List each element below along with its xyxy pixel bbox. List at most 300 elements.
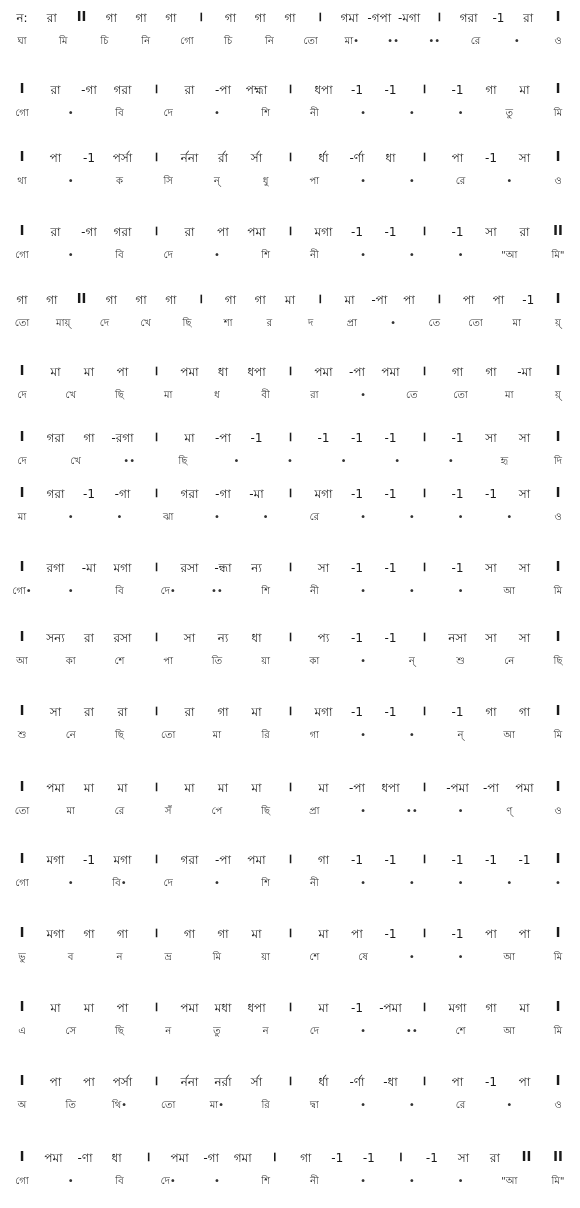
lyric-line bbox=[0, 1022, 580, 1042]
swara-token: সা bbox=[518, 151, 531, 165]
swara-token: ধপা bbox=[247, 365, 266, 379]
lyric-syllable: • bbox=[457, 512, 464, 523]
swaralipi-line bbox=[0, 362, 580, 382]
lyric-syllable: মি bbox=[553, 730, 563, 741]
swara-token: মগা bbox=[314, 225, 333, 239]
lyric-syllable: তো bbox=[160, 1100, 176, 1111]
lyric-syllable: আ bbox=[503, 586, 516, 597]
swara-token: -মা bbox=[81, 561, 97, 575]
swara-token: -গা bbox=[114, 487, 131, 501]
swara-token: মা bbox=[83, 365, 95, 379]
swara-token: গা bbox=[183, 927, 196, 941]
swara-token: । bbox=[421, 82, 427, 97]
lyric-syllable: • bbox=[360, 1026, 367, 1037]
lyric-syllable: গা bbox=[309, 730, 320, 741]
lyric-syllable: র bbox=[266, 318, 273, 329]
lyric-syllable: • bbox=[513, 36, 520, 47]
lyric-line bbox=[0, 726, 580, 746]
lyric-line bbox=[0, 582, 580, 602]
swara-token: -1 bbox=[83, 151, 95, 165]
notation-block bbox=[0, 850, 580, 898]
swara-token: II bbox=[76, 292, 87, 307]
lyric-syllable: রে bbox=[114, 806, 125, 817]
swara-token: গরা bbox=[46, 431, 65, 445]
swara-token: -ন্ধা bbox=[214, 561, 232, 575]
lyric-syllable: • bbox=[457, 952, 464, 963]
swara-token: -1 bbox=[451, 225, 464, 239]
lyric-syllable: সি bbox=[163, 176, 173, 187]
swara-token: । bbox=[287, 630, 293, 645]
lyric-syllable: • bbox=[360, 512, 367, 523]
swara-token: ধপা bbox=[314, 83, 333, 97]
swara-token: -পা bbox=[371, 293, 388, 307]
swara-token: পমা bbox=[247, 225, 266, 239]
swara-token: সা bbox=[183, 631, 196, 645]
lyric-syllable: ও bbox=[554, 36, 562, 47]
swara-token: । bbox=[287, 780, 293, 795]
swara-token: । bbox=[421, 630, 427, 645]
lyric-syllable: •• bbox=[211, 586, 223, 597]
swara-token: I bbox=[555, 430, 561, 445]
swara-token: মা bbox=[344, 293, 355, 307]
lyric-syllable: তে bbox=[406, 390, 418, 401]
swaralipi-line bbox=[0, 628, 580, 648]
lyric-syllable: • bbox=[506, 512, 513, 523]
swara-token: -র্ণা bbox=[349, 1075, 365, 1089]
swara-token: -ণা bbox=[77, 1151, 93, 1165]
swara-token: -1 bbox=[351, 431, 363, 445]
swara-token: । bbox=[271, 1150, 277, 1165]
swara-token: I bbox=[19, 364, 25, 379]
lyric-syllable: তো bbox=[14, 806, 30, 817]
swara-token: । bbox=[421, 1000, 427, 1015]
swara-token: । bbox=[436, 10, 442, 25]
lyric-syllable: তো bbox=[453, 390, 468, 401]
swara-token: রসা bbox=[113, 631, 132, 645]
swara-token: পমা bbox=[515, 781, 534, 795]
swara-token: । bbox=[436, 292, 442, 307]
swara-token: I bbox=[555, 926, 561, 941]
swara-token: I bbox=[19, 486, 25, 501]
lyric-syllable: ছি bbox=[114, 390, 124, 401]
swara-token: রা bbox=[523, 11, 534, 25]
swara-token: মা bbox=[251, 781, 262, 795]
lyric-syllable: • bbox=[213, 250, 220, 261]
swaralipi-line bbox=[0, 778, 580, 798]
lyric-syllable: দে bbox=[17, 390, 27, 401]
swaralipi-line bbox=[0, 998, 580, 1018]
swara-token: মা bbox=[50, 1001, 61, 1015]
swara-token: গা bbox=[485, 1001, 497, 1015]
swara-token: । bbox=[153, 430, 159, 445]
lyric-syllable: মা bbox=[17, 512, 27, 523]
lyric-syllable: •• bbox=[405, 806, 418, 817]
swaralipi-line bbox=[0, 290, 580, 310]
swara-token: গা bbox=[518, 705, 531, 719]
lyric-syllable: "আ bbox=[501, 250, 518, 261]
swara-token: গা bbox=[254, 293, 266, 307]
swara-token: । bbox=[287, 224, 293, 239]
lyric-syllable: য়্ bbox=[555, 390, 561, 401]
swara-token: I bbox=[19, 630, 25, 645]
swara-token: গা bbox=[224, 11, 237, 25]
lyric-syllable: মা bbox=[212, 730, 222, 741]
swara-token: । bbox=[153, 704, 159, 719]
swaralipi-line bbox=[0, 222, 580, 242]
swara-token: । bbox=[153, 224, 159, 239]
lyric-syllable: গো bbox=[15, 1176, 29, 1187]
swara-token: গরা bbox=[459, 11, 478, 25]
lyric-syllable: ভ্র bbox=[164, 952, 172, 963]
lyric-syllable: • bbox=[506, 176, 513, 187]
lyric-syllable: মা bbox=[163, 390, 173, 401]
swara-token: -পা bbox=[215, 83, 231, 97]
swara-token: -1 bbox=[351, 487, 363, 501]
lyric-syllable: ন্ bbox=[457, 730, 464, 741]
swara-token: । bbox=[287, 430, 293, 445]
lyric-syllable: শি bbox=[261, 1176, 271, 1187]
lyric-line bbox=[0, 452, 580, 472]
lyric-syllable: • bbox=[67, 878, 74, 889]
swara-token: । bbox=[287, 486, 293, 501]
lyric-syllable: য়া bbox=[261, 656, 271, 667]
swara-token: I bbox=[555, 10, 561, 25]
swara-token: রগা bbox=[46, 561, 65, 575]
lyric-syllable: গো• bbox=[12, 586, 32, 597]
lyric-syllable: ষে bbox=[358, 952, 368, 963]
swara-token: গা bbox=[46, 293, 58, 307]
swara-token: রা bbox=[117, 705, 128, 719]
lyric-syllable: মি bbox=[553, 952, 563, 963]
lyric-syllable: নে bbox=[65, 730, 76, 741]
swara-token: গা bbox=[16, 293, 28, 307]
lyric-syllable: ঝা bbox=[162, 512, 174, 523]
swara-token: I bbox=[19, 224, 25, 239]
lyric-syllable: • bbox=[262, 512, 269, 523]
swara-token: । bbox=[287, 926, 293, 941]
swara-token: পা bbox=[485, 927, 497, 941]
lyric-line bbox=[0, 246, 580, 266]
lyric-syllable: • bbox=[457, 250, 464, 261]
lyric-syllable: শু bbox=[17, 730, 27, 741]
swara-token: । bbox=[287, 150, 293, 165]
swara-token: র্ননা bbox=[180, 1075, 199, 1089]
swara-token: -1 bbox=[317, 431, 330, 445]
notation-block bbox=[0, 8, 580, 56]
swara-token: -পমা bbox=[379, 1001, 402, 1015]
lyric-syllable: আ bbox=[503, 730, 516, 741]
swaralipi-line bbox=[0, 484, 580, 504]
swara-token: রা bbox=[83, 705, 95, 719]
lyric-syllable: মি bbox=[59, 36, 68, 47]
lyric-syllable: বি bbox=[115, 586, 124, 597]
swara-token: মা bbox=[50, 365, 61, 379]
swara-token: -1 bbox=[384, 927, 397, 941]
lyric-syllable: গো bbox=[180, 36, 194, 47]
lyric-syllable: য়া bbox=[261, 952, 271, 963]
swara-token: । bbox=[421, 486, 427, 501]
swara-token: পা bbox=[492, 293, 505, 307]
lyric-syllable: শি bbox=[261, 878, 271, 889]
lyric-syllable: তো bbox=[160, 730, 176, 741]
swara-token: পা bbox=[351, 927, 363, 941]
swara-token: পা bbox=[403, 293, 415, 307]
lyric-syllable: শি bbox=[261, 586, 271, 597]
lyric-syllable: মি" bbox=[551, 1176, 565, 1187]
swara-token: গা bbox=[451, 365, 464, 379]
swara-token: পমা bbox=[44, 1151, 63, 1165]
swara-token: I bbox=[19, 430, 25, 445]
swara-token: গা bbox=[165, 293, 177, 307]
swara-token: । bbox=[421, 560, 427, 575]
lyric-syllable: শে bbox=[114, 656, 125, 667]
lyric-syllable: দি bbox=[553, 456, 563, 467]
swara-token: । bbox=[421, 926, 427, 941]
lyric-syllable: তি bbox=[65, 1100, 76, 1111]
lyric-syllable: মায়্ bbox=[56, 318, 71, 329]
swara-token: পমা bbox=[170, 1151, 189, 1165]
lyric-syllable: •• bbox=[387, 36, 399, 47]
swara-token: I bbox=[19, 1074, 25, 1089]
swara-token: -1 bbox=[451, 705, 464, 719]
swara-token: -মা bbox=[517, 365, 532, 379]
swara-token: ন্য bbox=[251, 561, 262, 575]
swara-token: -1 bbox=[351, 83, 363, 97]
lyric-syllable: চি bbox=[224, 36, 233, 47]
lyric-syllable: ন bbox=[116, 952, 123, 963]
swara-token: মা bbox=[318, 927, 329, 941]
swara-token: পহ্মা bbox=[245, 83, 268, 97]
lyric-syllable: তো bbox=[303, 36, 318, 47]
lyric-syllable: খে bbox=[65, 390, 77, 401]
swara-token: গরা bbox=[113, 225, 132, 239]
notation-block bbox=[0, 148, 580, 196]
swara-token: মা bbox=[519, 83, 530, 97]
lyric-syllable: • bbox=[233, 456, 240, 467]
swara-token: -গা bbox=[81, 225, 97, 239]
swara-token: গরা bbox=[46, 487, 65, 501]
swara-token: -1 bbox=[425, 1151, 438, 1165]
swara-token: -1 bbox=[451, 431, 464, 445]
swara-token: । bbox=[421, 430, 427, 445]
lyric-line bbox=[0, 652, 580, 672]
swara-token: গরা bbox=[113, 83, 132, 97]
lyric-syllable: সে bbox=[65, 1026, 77, 1037]
swara-token: সা bbox=[485, 561, 497, 575]
notation-block bbox=[0, 998, 580, 1046]
lyric-syllable: ব bbox=[67, 952, 74, 963]
lyric-syllable: কা bbox=[65, 656, 76, 667]
swara-token: পমা bbox=[314, 365, 333, 379]
lyric-syllable: মা bbox=[66, 806, 75, 817]
lyric-syllable: ও bbox=[554, 1100, 562, 1111]
swara-token: গমা bbox=[340, 11, 359, 25]
swara-token: রা bbox=[519, 225, 530, 239]
swara-token: I bbox=[555, 292, 561, 307]
swara-token: -1 bbox=[351, 853, 363, 867]
lyric-syllable: নে bbox=[504, 656, 515, 667]
swara-token: ধা bbox=[111, 1151, 122, 1165]
swara-token: মগা bbox=[113, 561, 132, 575]
lyric-syllable: • bbox=[213, 1176, 220, 1187]
lyric-syllable: রে bbox=[455, 1100, 466, 1111]
lyric-syllable: • bbox=[360, 108, 367, 119]
lyric-syllable: মি bbox=[553, 586, 563, 597]
lyric-syllable: ন bbox=[165, 1026, 172, 1037]
lyric-syllable: দে bbox=[163, 250, 173, 261]
swara-token: -1 bbox=[451, 561, 464, 575]
lyric-syllable: • bbox=[408, 1176, 415, 1187]
swara-token: মগা bbox=[46, 927, 65, 941]
swara-token: সা bbox=[485, 225, 497, 239]
swara-token: । bbox=[153, 486, 159, 501]
swara-token: I bbox=[555, 1000, 561, 1015]
lyric-syllable: ণ্ bbox=[506, 806, 513, 817]
swara-token: -1 bbox=[384, 631, 397, 645]
lyric-syllable: থা bbox=[17, 176, 27, 187]
lyric-syllable: শু bbox=[456, 656, 465, 667]
notation-block bbox=[0, 362, 580, 410]
swara-token: । bbox=[153, 82, 159, 97]
swara-token: । bbox=[421, 150, 427, 165]
swara-token: প্য bbox=[317, 631, 330, 645]
lyric-syllable: দে bbox=[17, 456, 27, 467]
lyric-syllable: নী bbox=[309, 1176, 319, 1187]
swara-token: সা bbox=[49, 705, 62, 719]
lyric-syllable: • bbox=[408, 586, 415, 597]
swara-token: ধা bbox=[217, 365, 229, 379]
swara-token: । bbox=[153, 150, 159, 165]
lyric-syllable: •• bbox=[428, 36, 441, 47]
swara-token: গা bbox=[83, 927, 95, 941]
swara-token: I bbox=[555, 560, 561, 575]
lyric-syllable: • bbox=[390, 318, 397, 329]
swara-token: মা bbox=[184, 431, 195, 445]
swara-token: -গা bbox=[203, 1151, 220, 1165]
notation-block bbox=[0, 778, 580, 826]
swara-token: মা bbox=[83, 781, 95, 795]
lyric-syllable: গো bbox=[15, 108, 29, 119]
swara-token: মধা bbox=[214, 1001, 232, 1015]
swara-token: গরা bbox=[180, 487, 199, 501]
lyric-syllable: রি bbox=[261, 1100, 270, 1111]
lyric-syllable: • bbox=[360, 656, 367, 667]
swara-token: II bbox=[521, 1150, 532, 1165]
swara-token: পা bbox=[116, 365, 129, 379]
swaralipi-line bbox=[0, 1072, 580, 1092]
swara-token: -পা bbox=[483, 781, 499, 795]
swara-token: -1 bbox=[384, 431, 397, 445]
swara-token: -1 bbox=[485, 853, 497, 867]
lyric-syllable: বি• bbox=[112, 878, 127, 889]
swara-token: -1 bbox=[351, 631, 363, 645]
swara-token: । bbox=[287, 852, 293, 867]
swara-token: । bbox=[198, 292, 204, 307]
swara-token: -1 bbox=[351, 225, 363, 239]
lyric-syllable: • bbox=[506, 878, 513, 889]
lyric-syllable: মা bbox=[512, 318, 521, 329]
swara-token: -1 bbox=[485, 151, 497, 165]
swara-token: রা bbox=[184, 705, 195, 719]
swara-token: মা bbox=[318, 781, 329, 795]
lyric-syllable: প্রা bbox=[346, 318, 358, 329]
swaralipi-line bbox=[0, 8, 580, 28]
lyric-syllable: • bbox=[67, 176, 74, 187]
lyric-syllable: খে bbox=[70, 456, 81, 467]
lyric-line bbox=[0, 1172, 580, 1192]
lyric-syllable: • bbox=[360, 390, 367, 401]
lyric-syllable: তি bbox=[211, 656, 223, 667]
lyric-syllable: নী bbox=[309, 250, 319, 261]
swara-token: । bbox=[145, 1150, 151, 1165]
lyric-syllable: • bbox=[457, 878, 464, 889]
lyric-syllable: চি bbox=[100, 36, 109, 47]
lyric-syllable: ছি bbox=[178, 456, 188, 467]
swara-token: পমা bbox=[381, 365, 400, 379]
swara-token: -1 bbox=[351, 1001, 363, 1015]
lyric-syllable: পা bbox=[309, 176, 320, 187]
lyric-line bbox=[0, 1096, 580, 1116]
swara-token: সা bbox=[457, 1151, 470, 1165]
swara-token: -1 bbox=[451, 487, 464, 501]
swara-token: রসা bbox=[180, 561, 199, 575]
swara-token: গমা bbox=[233, 1151, 252, 1165]
swara-token: । bbox=[287, 704, 293, 719]
lyric-syllable: রা bbox=[310, 390, 319, 401]
swara-token: রা bbox=[184, 225, 195, 239]
lyric-syllable: দে bbox=[99, 318, 110, 329]
lyric-syllable: বী bbox=[261, 390, 270, 401]
swara-token: -1 bbox=[518, 853, 531, 867]
swara-token: -1 bbox=[351, 561, 363, 575]
swara-token: পা bbox=[217, 225, 229, 239]
swara-token: গা bbox=[284, 11, 296, 25]
swara-token: পর্সা bbox=[112, 151, 133, 165]
lyric-syllable: রি bbox=[261, 730, 270, 741]
swara-token: । bbox=[287, 560, 293, 575]
swara-token: -পা bbox=[349, 781, 365, 795]
lyric-line bbox=[0, 32, 580, 52]
swara-token: I bbox=[555, 1074, 561, 1089]
lyric-syllable: থি• bbox=[111, 1100, 128, 1111]
swara-token: । bbox=[397, 1150, 403, 1165]
lyric-syllable: মি bbox=[212, 952, 222, 963]
swara-token: মগা bbox=[314, 487, 333, 501]
swara-token: মগা bbox=[448, 1001, 467, 1015]
lyric-syllable: দ bbox=[307, 318, 314, 329]
swara-token: -গা bbox=[215, 487, 231, 501]
lyric-syllable: দে• bbox=[160, 1176, 176, 1187]
swaralipi-line bbox=[0, 1148, 580, 1168]
lyric-syllable: মা• bbox=[209, 1100, 225, 1111]
swara-token: পা bbox=[83, 1075, 95, 1089]
swaralipi-line bbox=[0, 850, 580, 870]
lyric-syllable: • bbox=[408, 878, 415, 889]
swara-token: । bbox=[421, 704, 427, 719]
lyric-syllable: নি bbox=[141, 36, 151, 47]
swara-token: মগা bbox=[46, 853, 65, 867]
swara-token: -1 bbox=[384, 83, 397, 97]
swara-token: গা bbox=[165, 11, 177, 25]
lyric-syllable: • bbox=[360, 1176, 367, 1187]
swara-token: । bbox=[287, 364, 293, 379]
swara-token: -পা bbox=[349, 365, 365, 379]
swara-token: । bbox=[287, 82, 293, 97]
lyric-syllable: মি" bbox=[551, 250, 565, 261]
lyric-syllable: নী bbox=[309, 108, 319, 119]
swaralipi-line bbox=[0, 148, 580, 168]
lyric-syllable: • bbox=[360, 806, 367, 817]
